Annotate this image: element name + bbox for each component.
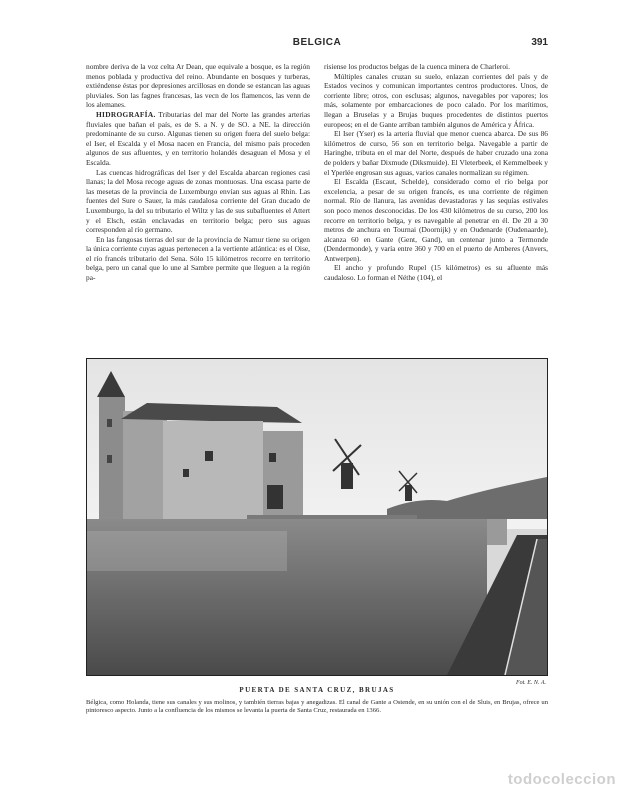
- watermark-todocoleccion: todocoleccion: [507, 771, 616, 788]
- page-header: [86, 34, 548, 50]
- paragraph: Múltiples canales cruzan su suelo, enlazan corrientes del país y de Estados vecinos y comunican importantes centros productores. Unos, de corriente libre; otros, con esclusas; algunos, navegables por vapores; los más, solamente por embarcaciones de poco calado. Por los marítimos, llegan a Bruselas y a Brujas buques procedentes de distintos puertos europeos; en el de Gante arriban también algunos de América y África.: [324, 71, 548, 129]
- photo-credit: Fot. E. N. A.: [515, 680, 546, 686]
- paragraph-hidrografia: [86, 110, 310, 168]
- photo-caption-text: Bélgica, como Holanda, tiene sus canales y sus molinos, y también tierras bajas y anegadizas. El canal de Gante a Ostende, en su unión con el de Sluis, en Brujas, ofrece un pintoresco aspecto. Junto a la confluencia de los mismos se levanta la puerta de Santa Cruz, restaurada en 1366.: [86, 699, 548, 715]
- right-column: [324, 62, 548, 384]
- paragraph: nombre deriva de la voz celta Ar Dean, que equivale a bosque, es la región menos poblada y productiva del reino. Abundante en bosques y turberas, extiéndense éstas por depresiones arcillosas en donde se estancan las aguas pluviales. Son las fagnes francesas, las vecn de los flamencos, las venn de los alemanes.: [86, 62, 310, 110]
- section-heading-hidrografia: HIDROGRAFÍA.: [96, 109, 156, 119]
- paragraph-text: Tributarias del mar del Norte las grandes arterias fluviales que bañan el país, es de S. a N. y de SO. a NE. la dirección predominante de su curso. Algunas tienen su origen fuera del suelo belga: el Iser, el Escalda y el Mosa nacen en Francia, del mismo país proceden algunos de sus afluentes, y en territorio holandés desaguan el Mosa y el Escalda.: [86, 109, 310, 167]
- text-columns: [86, 62, 548, 384]
- paragraph: risiense los productos belgas de la cuenca minera de Charleroi.: [324, 62, 510, 71]
- photo-caption-title: PUERTA DE SANTA CRUZ, BRUJAS: [239, 686, 395, 694]
- castle-reflection: [87, 531, 287, 571]
- paragraph: El Iser (Yser) es la arteria fluvial que menor cuenca abarca. De sus 86 kilómetros de curso, 56 son en territorio belga. Navegable a partir de Haringhe, tributa en el mar del Norte, después de haber cruzado una zona de polders y bañar Dixmude (Diksmuide). El Vleterbeek, el Kemmelbeek y el Yperlée engrosan sus aguas, varios canales normalizan su régimen.: [324, 129, 548, 177]
- paragraph: En las fangosas tierras del sur de la provincia de Namur tiene su origen la única corriente cuyas aguas pertenecen a la vertiente atlántica: es el Oise, el río francés tributario del Sena. Sólo 15 kilómetros recorre en territorio belga, pero un canal que lo une al Sambre permite que lleguen a la región pa-: [86, 234, 310, 283]
- document-page: [86, 34, 548, 734]
- photo-puerta-santa-cruz: [86, 358, 548, 676]
- left-column: [86, 62, 310, 384]
- page-number: 391: [531, 37, 548, 48]
- photo-illustration: [87, 359, 547, 675]
- paragraph: Las cuencas hidrográficas del Iser y del Escalda abarcan regiones casi llanas; la del Mosa recoge aguas de zonas montuosas. Una escasa parte de las mesetas de la provincia de Luxemburgo envían sus aguas al Rhin. Las fuentes del Sure o Sauer, la más caudalosa corriente del Gran ducado de Luxemburgo, la del su tributario el Wiltz y las de sus subafluentes el Attert y el Elsch, están enclavadas en territorio belga; pero sus aguas corresponden al río germano.: [86, 167, 310, 235]
- paragraph: El Escalda (Escaut, Schelde), considerado como el río belga por excelencia, a pesar de su origen francés, es una corriente de régimen normal. Río de llanura, las avenidas devastadoras y las sequías estivales son poco menos desconocidas. De los 430 kilómetros de su curso, 200 los recorre en territorio belga, y es navegable al penetrar en él. De 20 a 30 metros de anchura en Tournai (Doornijk) y en Oudenarde (Oudenaarde), alcanza 60 en Gante (Gent, Gand), un centenar junto a Termonde (Dendermonde), y varía entre 360 y 700 en el puerto de Amberes (Anvers, Antwerpen).: [324, 177, 548, 263]
- paragraph: El ancho y profundo Rupel (15 kilómetros) es su afluente más caudaloso. Lo forman el Néthe (104), el: [324, 263, 548, 283]
- running-head-title: BELGICA: [292, 37, 342, 48]
